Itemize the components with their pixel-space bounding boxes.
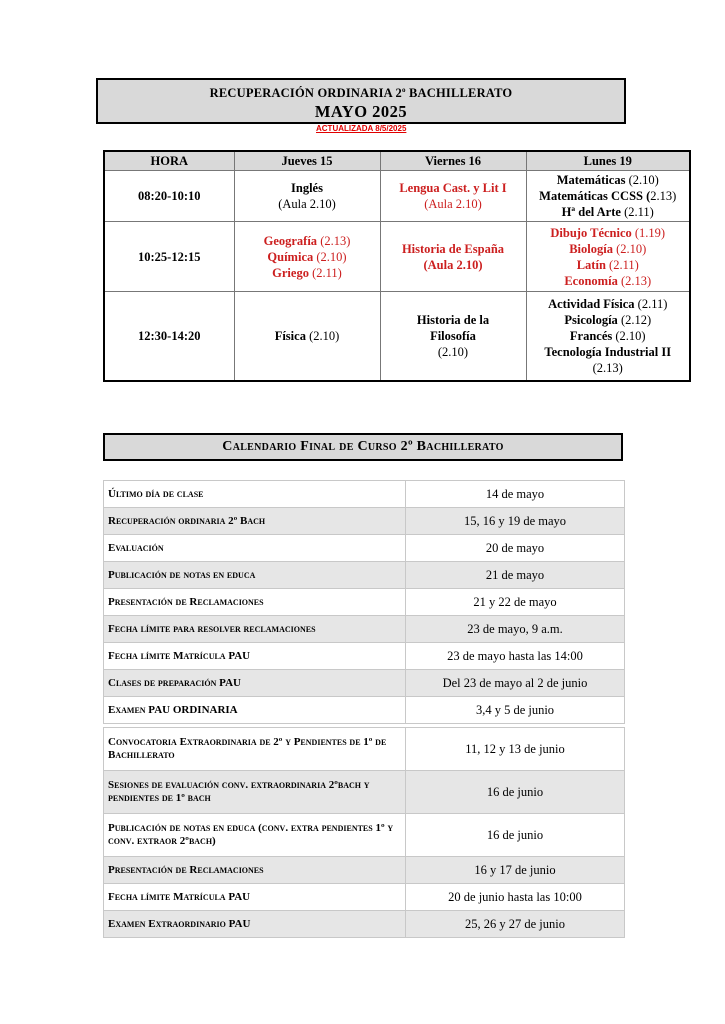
cell-text: 2.13) bbox=[650, 189, 677, 203]
header-hora: HORA bbox=[104, 151, 234, 171]
cell-text: (Aula 2.10) bbox=[424, 197, 482, 211]
calendar-label: Presentación de Reclamaciones bbox=[104, 857, 406, 884]
calendar-label: Examen Extraordinario PAU bbox=[104, 911, 406, 938]
cell-text: Física bbox=[274, 329, 306, 343]
cell-text: Psicología bbox=[564, 313, 618, 327]
cell-text: (2.13) bbox=[317, 233, 351, 248]
cell-text: Historia de la bbox=[416, 313, 490, 327]
calendar-value: 16 de junio bbox=[406, 771, 625, 814]
hora-cell: 08:20-10:10 bbox=[104, 171, 234, 222]
cell-text: (Aula 2.10) bbox=[278, 197, 336, 211]
calendar-value: 15, 16 y 19 de mayo bbox=[406, 508, 625, 535]
cell-text: (2.11) bbox=[634, 297, 668, 311]
cell-text: (1.19) bbox=[631, 225, 666, 240]
title-sup: o bbox=[401, 86, 406, 94]
cell-text: Historia de España bbox=[401, 241, 505, 256]
calendar-row bbox=[104, 481, 625, 508]
calendar-value: 23 de mayo, 9 a.m. bbox=[406, 616, 625, 643]
cell-text: (2.10) bbox=[305, 329, 340, 343]
jueves-cell bbox=[234, 222, 380, 292]
calendar-value: 23 de mayo hasta las 14:00 bbox=[406, 643, 625, 670]
cell-text: (2.12) bbox=[617, 313, 652, 327]
calendar-value: 14 de mayo bbox=[406, 481, 625, 508]
calendar-row bbox=[104, 697, 625, 724]
cell-text: (2.11) bbox=[620, 205, 654, 219]
cell-text: Lengua Cast. y Lit I bbox=[399, 181, 507, 195]
calendar-row bbox=[104, 814, 625, 857]
calendar-row bbox=[104, 857, 625, 884]
lunes-cell bbox=[526, 292, 690, 382]
cell-text: Economía bbox=[564, 273, 618, 288]
cell-text: Matemáticas bbox=[556, 173, 626, 187]
calendar-value: 21 y 22 de mayo bbox=[406, 589, 625, 616]
calendar-ordinary-table bbox=[103, 480, 625, 724]
table-row bbox=[104, 171, 690, 222]
table-row bbox=[104, 292, 690, 382]
cell-text: (2.10) bbox=[612, 329, 646, 343]
cell-text: Matemáticas CCSS ( bbox=[539, 189, 651, 203]
calendar-label: Sesiones de evaluación conv. extraordinaria 2ºbach y pendientes de 1º bach bbox=[104, 771, 406, 814]
jueves-cell bbox=[234, 292, 380, 382]
calendar-label: Evaluación bbox=[104, 535, 406, 562]
calendar-label: Convocatoria Extraordinaria de 2º y Pendientes de 1º de Bachillerato bbox=[104, 728, 406, 771]
calendar-value: 3,4 y 5 de junio bbox=[406, 697, 625, 724]
cell-text: (2.10) bbox=[437, 345, 469, 359]
calendar-row bbox=[104, 562, 625, 589]
header-lunes: Lunes 19 bbox=[526, 151, 690, 171]
cell-text: Hª del Arte bbox=[561, 205, 621, 219]
cell-text: (2.10) bbox=[612, 241, 647, 256]
calendar-value: 25, 26 y 27 de junio bbox=[406, 911, 625, 938]
hora-cell: 10:25-12:15 bbox=[104, 222, 234, 292]
calendar-value: 11, 12 y 13 de junio bbox=[406, 728, 625, 771]
cell-text: Francés bbox=[569, 329, 613, 343]
viernes-cell bbox=[380, 171, 526, 222]
calendar-label: Recuperación ordinaria 2º Bach bbox=[104, 508, 406, 535]
viernes-cell bbox=[380, 222, 526, 292]
calendar-row bbox=[104, 508, 625, 535]
cell-text: (2.11) bbox=[605, 257, 639, 272]
cell-text: (2.10) bbox=[313, 249, 347, 264]
viernes-cell bbox=[380, 292, 526, 382]
cell-text: Geografía bbox=[263, 233, 318, 248]
updated-note: ACTUALIZADA 8/5/2025 bbox=[316, 124, 407, 133]
cell-text: (2.11) bbox=[308, 265, 342, 280]
calendar-label: Clases de preparación PAU bbox=[104, 670, 406, 697]
calendar-row bbox=[104, 771, 625, 814]
table-row bbox=[104, 222, 690, 292]
cell-text: Dibujo Técnico bbox=[550, 225, 632, 240]
hora-cell: 12:30-14:20 bbox=[104, 292, 234, 382]
cell-text: Griego bbox=[272, 265, 309, 280]
title-line-2: MAYO 2025 bbox=[314, 102, 408, 122]
calendar-extraordinary-table bbox=[103, 727, 625, 938]
cell-text: Inglés bbox=[291, 181, 323, 195]
calendar-label: Fecha límite para resolver reclamaciones bbox=[104, 616, 406, 643]
calendar-row bbox=[104, 643, 625, 670]
calendar-row bbox=[104, 911, 625, 938]
calendar-label: Publicación de notas en educa (conv. extra pendientes 1º y conv. extraor 2ºbach) bbox=[104, 814, 406, 857]
cell-text: Latín bbox=[576, 257, 606, 272]
calendar-label: Examen PAU ORDINARIA bbox=[104, 697, 406, 724]
calendar-value: 16 y 17 de junio bbox=[406, 857, 625, 884]
cell-text: Filosofía bbox=[430, 329, 476, 343]
schedule-header-row bbox=[104, 151, 690, 171]
calendar-row bbox=[104, 884, 625, 911]
calendar-label: Publicación de notas en educa bbox=[104, 562, 406, 589]
calendar-value: 20 de junio hasta las 10:00 bbox=[406, 884, 625, 911]
calendar-row bbox=[104, 589, 625, 616]
cell-text: Actividad Física bbox=[548, 297, 635, 311]
cell-text: Biología bbox=[569, 241, 613, 256]
calendar-label: Presentación de Reclamaciones bbox=[104, 589, 406, 616]
calendar-value: 21 de mayo bbox=[406, 562, 625, 589]
title-text: RECUPERACIÓN ORDINARIA 2 bbox=[209, 86, 402, 101]
calendar-title: Calendario Final de Curso 2º Bachillerato bbox=[103, 433, 623, 461]
calendar-row bbox=[104, 616, 625, 643]
cell-text: Química bbox=[267, 249, 314, 264]
calendar-value: Del 23 de mayo al 2 de junio bbox=[406, 670, 625, 697]
header-viernes: Viernes 16 bbox=[380, 151, 526, 171]
calendar-row bbox=[104, 670, 625, 697]
calendar-row bbox=[104, 535, 625, 562]
schedule-table bbox=[103, 150, 691, 382]
title-text-end: BACHILLERATO bbox=[405, 86, 513, 101]
calendar-label: Fecha límite Matrícula PAU bbox=[104, 643, 406, 670]
lunes-cell bbox=[526, 171, 690, 222]
title-box bbox=[96, 78, 626, 124]
cell-text: (Aula 2.10) bbox=[423, 257, 483, 272]
calendar-value: 16 de junio bbox=[406, 814, 625, 857]
title-line-1 bbox=[98, 86, 624, 101]
calendar-row bbox=[104, 728, 625, 771]
header-jueves: Jueves 15 bbox=[234, 151, 380, 171]
calendar-label: Último día de clase bbox=[104, 481, 406, 508]
lunes-cell bbox=[526, 222, 690, 292]
cell-text: (2.10) bbox=[625, 173, 659, 187]
cell-text: Tecnología Industrial II bbox=[544, 345, 672, 359]
calendar-label: Fecha límite Matrícula PAU bbox=[104, 884, 406, 911]
cell-text: (2.13) bbox=[592, 361, 623, 375]
jueves-cell bbox=[234, 171, 380, 222]
calendar-value: 20 de mayo bbox=[406, 535, 625, 562]
cell-text: (2.13) bbox=[617, 273, 652, 288]
